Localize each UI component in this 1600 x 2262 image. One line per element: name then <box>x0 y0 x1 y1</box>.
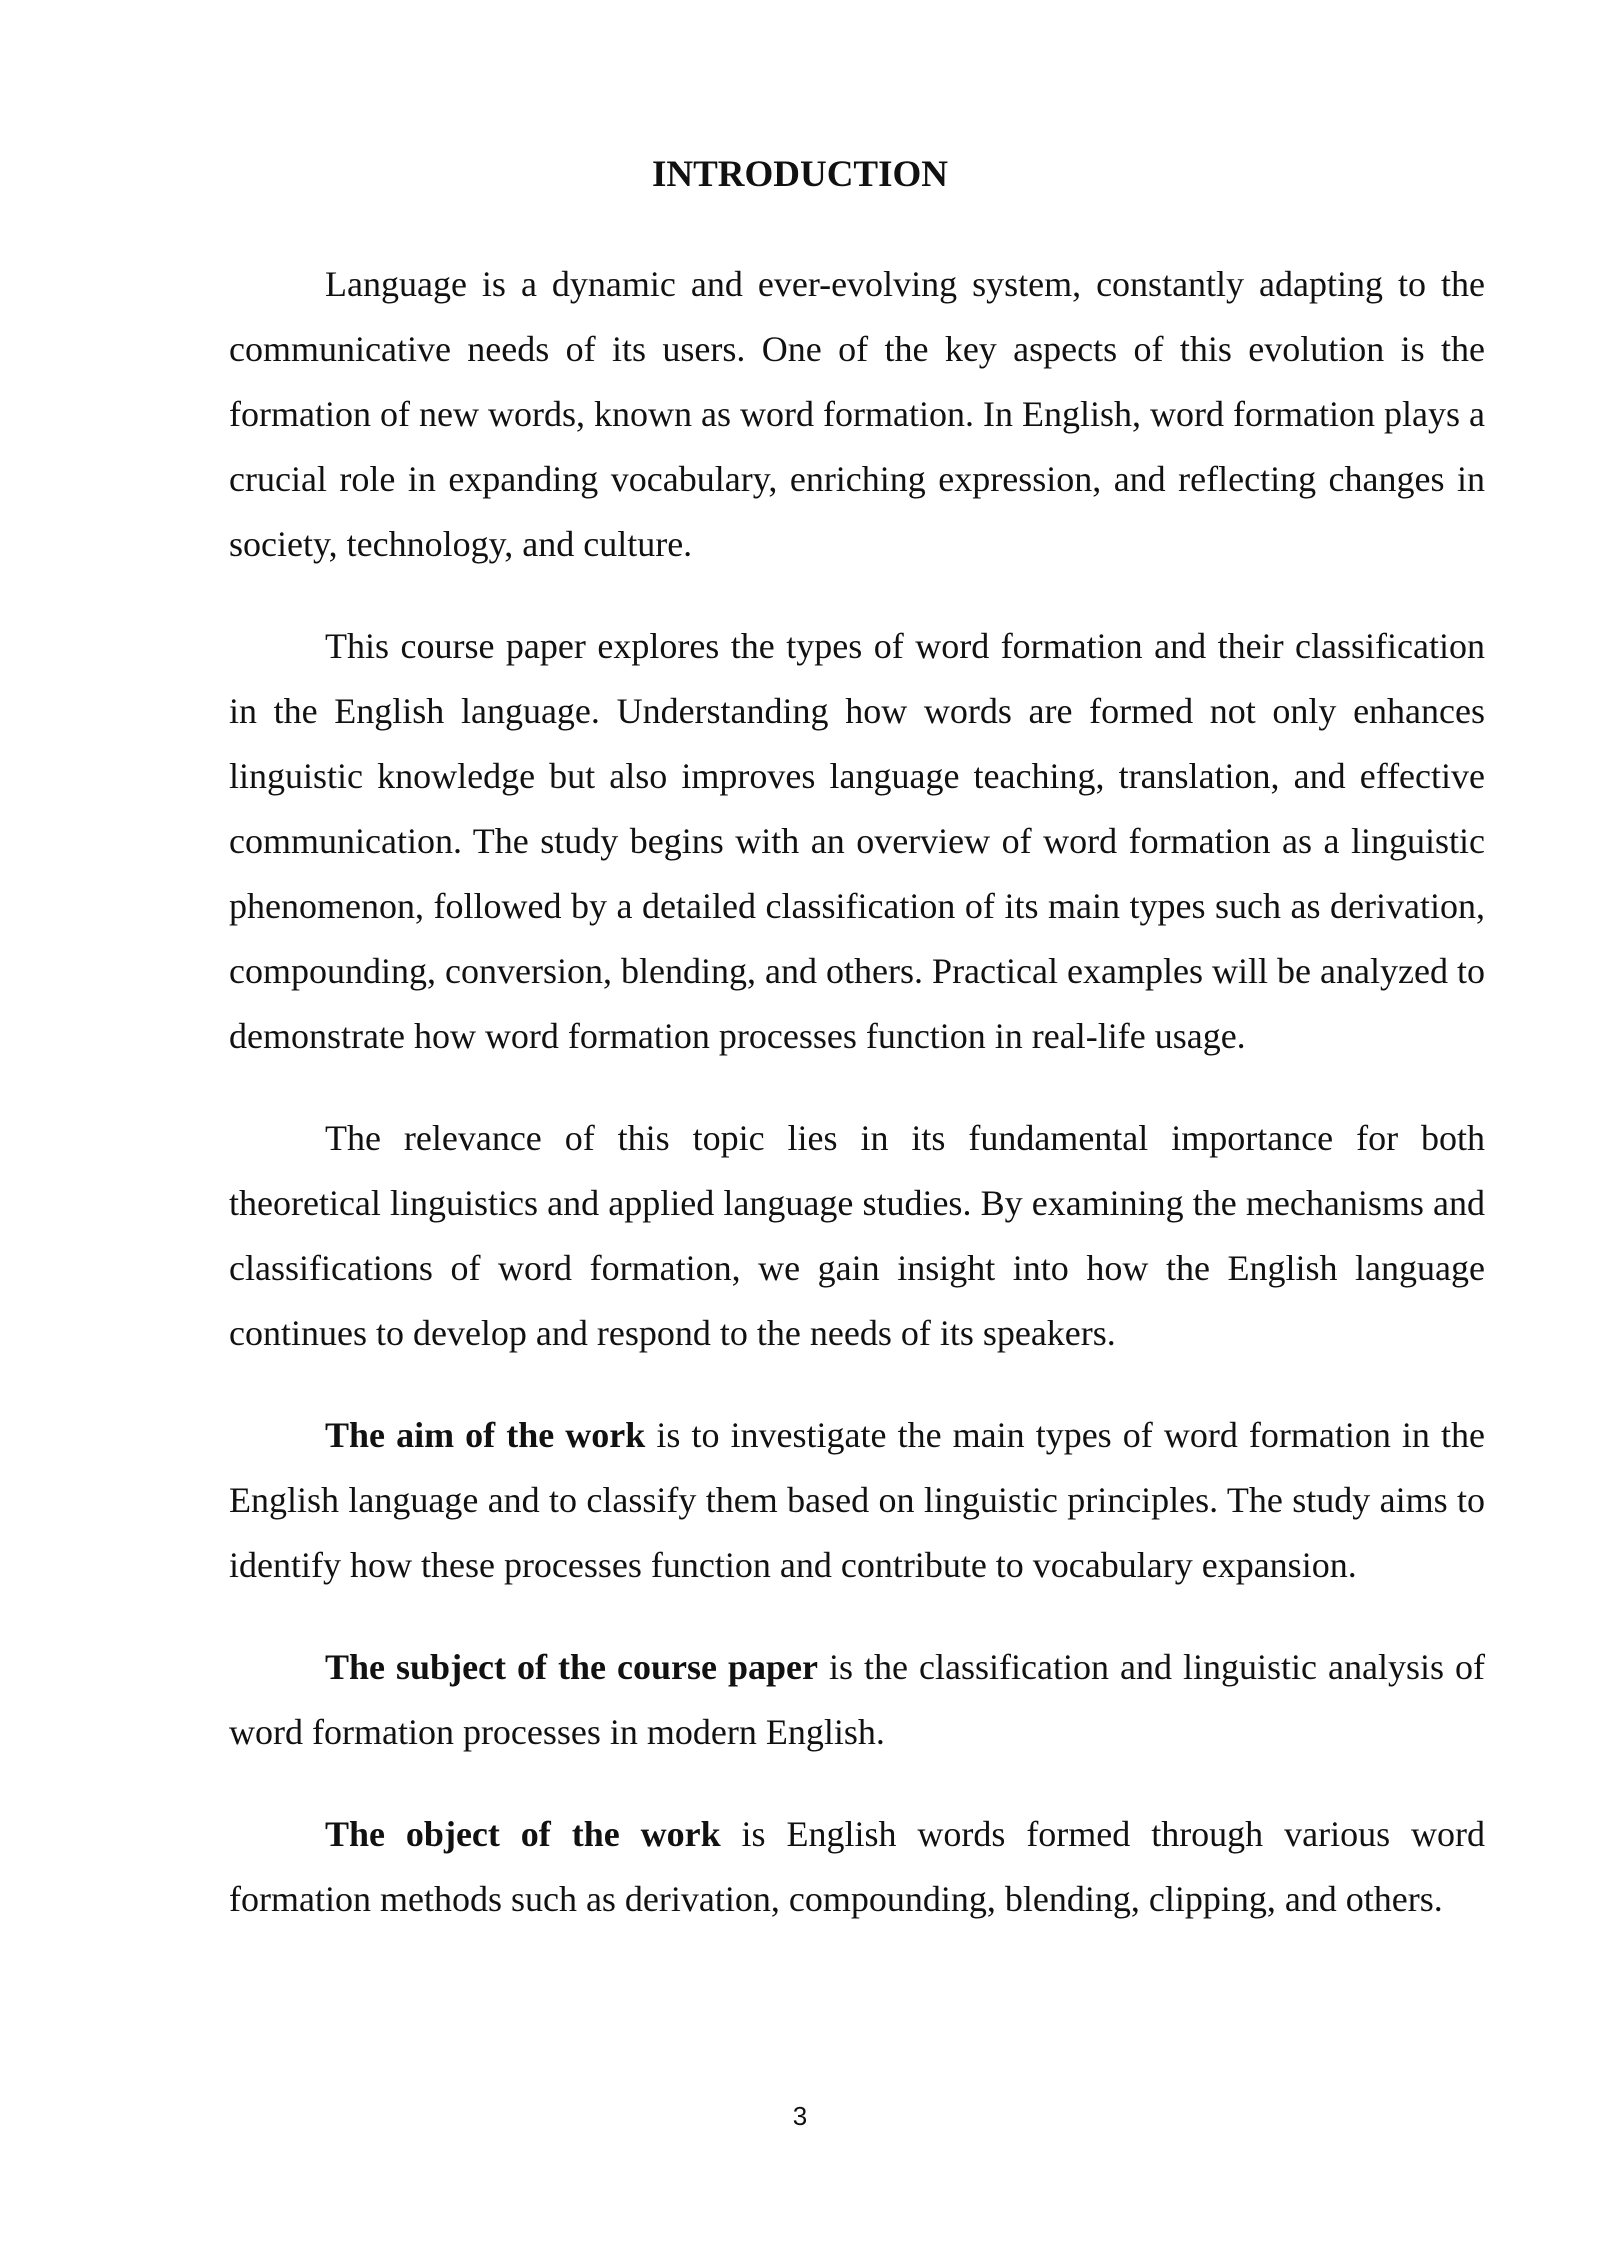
page-title: INTRODUCTION <box>651 154 949 195</box>
paragraph-aim <box>229 1403 1485 1598</box>
paragraph-text: The relevance of this topic lies in its fundamental importance for both theoretical linguistics and applied language studies. By examining the mechanisms and classifications of word formation, we gain insight into how the English language continues to develop and respond to the needs of its speakers. <box>229 1118 1485 1353</box>
paragraph-text: is to investigate the main types of word formation in the English language and to classify them based on linguistic principles. The study aims to identify how these processes function and contribute to vocabulary expansion. <box>229 1415 1485 1585</box>
paragraph-lead: The aim of the work <box>325 1415 646 1455</box>
paragraph-scope <box>229 614 1485 1069</box>
paragraph-lead: The subject of the course paper <box>325 1647 819 1687</box>
paragraph-text: is English words formed through various word formation methods such as derivation, compounding, blending, clipping, and others. <box>229 1814 1485 1919</box>
paragraph-relevance <box>229 1106 1485 1366</box>
paragraph-text: This course paper explores the types of word formation and their classification in the English language. Understanding how words are formed not only enhances linguistic knowledge but also improves language teaching, translation, and effective communication. The study begins with an overview of word formation as a linguistic phenomenon, followed by a detailed classification of its main types such as derivation, compounding, conversion, blending, and others. Practical examples will be analyzed to demonstrate how word formation processes function in real-life usage. <box>229 626 1485 1056</box>
paragraph-lead: The object of the work <box>325 1814 721 1854</box>
page-number: 3 <box>792 2101 808 2131</box>
paragraph-object <box>229 1802 1485 1932</box>
paragraph-intro <box>229 252 1485 577</box>
paragraph-text: is the classification and linguistic analysis of word formation processes in modern English. <box>229 1647 1485 1752</box>
body-text <box>229 252 1485 1969</box>
paragraph-subject <box>229 1635 1485 1765</box>
paragraph-text: Language is a dynamic and ever-evolving system, constantly adapting to the communicative needs of its users. One of the key aspects of this evolution is the formation of new words, known as word formation. In English, word formation plays a crucial role in expanding vocabulary, enriching expression, and reflecting changes in society, technology, and culture. <box>229 264 1485 564</box>
